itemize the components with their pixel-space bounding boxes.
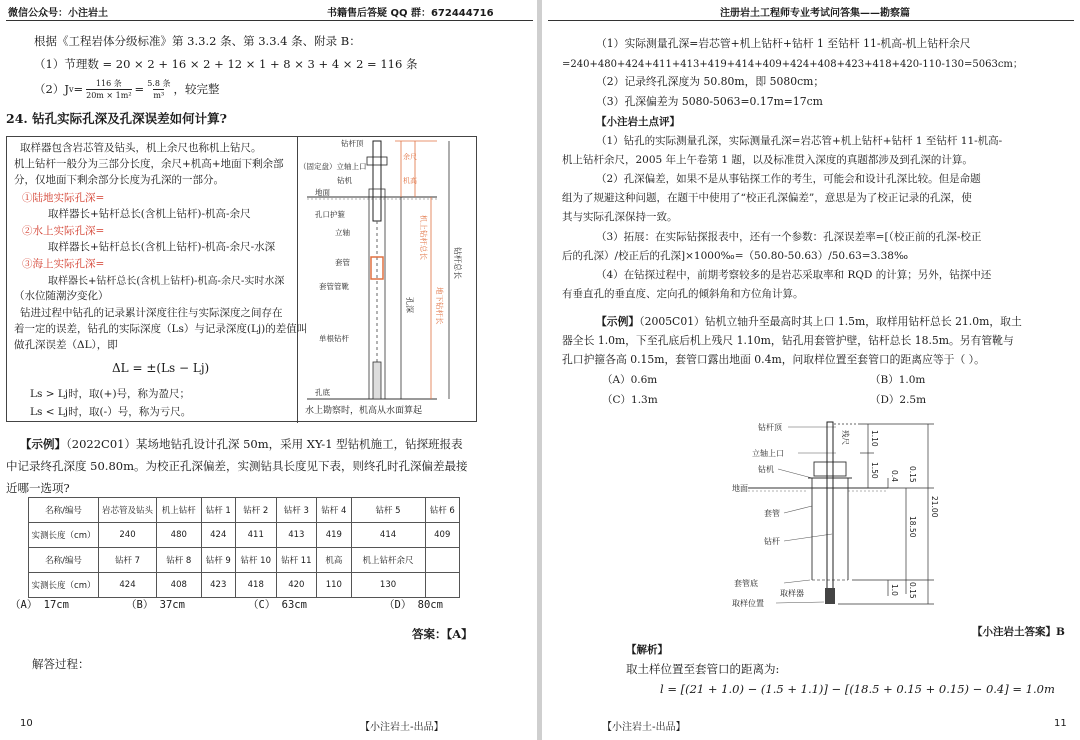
rd-leader-casing-bottom — [784, 580, 810, 583]
label-plate: （固定盘）立轴上口 — [299, 162, 367, 171]
example-drilling-diagram — [728, 416, 958, 618]
sampler — [373, 362, 381, 399]
text-remaining: 余尺 — [403, 153, 417, 161]
error-formula: ΔL = ±(Ls − Lj) — [112, 361, 210, 375]
sea-label: ③海上实际孔深= — [22, 258, 105, 270]
text-upper-rod: 机上钻杆总长 — [419, 215, 428, 260]
comment-1a: （1）钻孔的实际测量孔深，实际测量孔深=岩芯管+机上钻杆+钻杆 1 至钻杆 11-机高- — [596, 135, 1003, 147]
table-cell — [425, 573, 459, 598]
header-rule — [6, 20, 533, 21]
error-line-2: 着一定的误差，钻孔的实际深度（Ls）与记录深度(Lj)的差值叫 — [14, 323, 308, 335]
fraction-1-den: 20m × 1m² — [86, 91, 132, 100]
rd-rod-body — [827, 422, 833, 598]
comment-2b: 组为了规避这种问题，在题干中使用了“校正孔深偏差”，意思是为了校正记录的孔深，使 — [562, 192, 972, 204]
example-2005-text: （2005C01）钻机立轴升至最高时其上口 1.5m，取样用钻杆总长 21.0m，取土 — [639, 315, 1022, 328]
right-header: 注册岩土工程师专业考试问答集——勘察篇 — [720, 8, 910, 19]
rd-leader-casing — [784, 506, 812, 513]
left-header-right: 书籍售后答疑 QQ 群：672444716 — [327, 8, 494, 19]
rd-text-2100: 21.00 — [930, 496, 939, 518]
comment-4b: 有垂直孔的垂直度、定向孔的倾斜角和方位角计算。 — [562, 288, 804, 300]
land-label: ①陆地实际孔深= — [22, 192, 105, 204]
example-2005-line1 — [596, 314, 1022, 329]
step1-text: （1）节理数 = 20 × 2 + 16 × 2 + 12 × 1 + 8 × 3 + 4 × 2 = 116 条 — [34, 57, 418, 71]
table-row — [29, 523, 460, 548]
table-cell: 408 — [157, 573, 202, 598]
table-cell: 钻杆 6 — [425, 498, 459, 523]
example-2022-line3: 近哪一选项? — [6, 481, 70, 495]
table-cell — [425, 548, 459, 573]
water-label: ②水上实际孔深= — [22, 225, 105, 237]
land-formula: 取样器长+钻杆总长(含机上钻杆)-机高-余尺 — [48, 208, 251, 220]
comment-2c: 其与实际孔深保持一致。 — [562, 211, 678, 223]
right-page — [542, 0, 1080, 740]
table-cell: 钻杆 11 — [276, 548, 317, 573]
text-machine-height: 机高 — [403, 177, 417, 185]
table-cell: 130 — [351, 573, 425, 598]
table-cell: 实测长度（cm） — [29, 573, 99, 598]
table-cell: 钻杆 2 — [235, 498, 276, 523]
option-d: （D） 80cm — [384, 599, 443, 611]
table-cell: 钻杆 7 — [99, 548, 157, 573]
example-title: 【示例】 — [20, 437, 66, 451]
table-cell: 424 — [201, 523, 235, 548]
option-2005-d: （D）2.5m — [870, 394, 927, 406]
rd-sampler: 取样器 — [780, 589, 804, 598]
rd-casing: 套管 — [764, 509, 780, 518]
analysis-line-1: 取土样位置至套管口的距离为: — [626, 662, 780, 676]
table-cell: 机上钻杆余尺 — [351, 548, 425, 573]
label-shaft: 立轴 — [335, 228, 350, 237]
fraction-2-num: 5.8 条 — [147, 79, 171, 88]
table-cell: 钻杆 9 — [201, 548, 235, 573]
rd-text-10: 1.0 — [890, 584, 899, 596]
right-header-rule — [548, 20, 1074, 21]
box-line-1: 取样器包含岩芯管及钻头，机上余尺也称机上钻尺。 — [20, 142, 262, 154]
rd-text-015a: 0.15 — [908, 466, 917, 483]
table-cell: 423 — [201, 573, 235, 598]
label-casing-shoe: 套管管靴 — [319, 282, 349, 291]
label-single-core: 单根钻杆 — [319, 334, 349, 343]
example-2022-line2: 中记录终孔深度 50.80m。为校正孔深偏差，实测钻具长度见下表，则终孔时孔深偏差最接 — [6, 459, 468, 473]
upper-rod — [373, 141, 381, 221]
table-cell: 名称/编号 — [29, 498, 99, 523]
rd-sampler-body — [825, 588, 835, 604]
rd-leader-rod — [784, 534, 832, 541]
option-2005-a: （A）0.6m — [602, 374, 658, 386]
table-row — [29, 573, 460, 598]
table-cell: 409 — [425, 523, 459, 548]
water-formula: 取样器长+钻杆总长(含机上钻杆)-机高-余尺-水深 — [48, 241, 276, 253]
rd-rod-top: 钻杆顶 — [758, 423, 782, 432]
rd-text-04: 0.4 — [890, 470, 899, 482]
table-cell: 钻杆 3 — [276, 498, 317, 523]
intro-text: 根据《工程岩体分级标准》第 3.3.2 条、第 3.3.4 条、附录 B： — [34, 34, 361, 48]
answer-step-2: （2）记录终孔深度为 50.80m，即 5080cm； — [596, 75, 825, 88]
step2-prefix: （2）J — [34, 82, 69, 96]
error-line-3: 做孔深误差（ΔL），即 — [14, 339, 118, 351]
label-ground: 地面 — [315, 188, 330, 197]
table-cell: 岩芯管及钻头 — [99, 498, 157, 523]
text-depth: 孔深 — [405, 297, 414, 313]
step2-subscript: v — [68, 84, 74, 94]
example-2005-line2: 器全长 1.0m，下至孔底后机上残尺 1.10m，钻孔用套管护壁，钻杆总长 18.5m。另有管靴与 — [562, 334, 1014, 347]
answer-step-1b: =240+480+424+411+413+419+414+409+424+408+423+418+420-110-130=5063cm； — [562, 59, 1023, 70]
analysis-title: 【解析】 — [626, 644, 668, 656]
table-cell: 414 — [351, 523, 425, 548]
question-24-title: 24. 钻孔实际孔深及孔深误差如何计算? — [6, 111, 227, 126]
rd-text-110: 1.10 — [870, 430, 879, 447]
rd-machine: 钻机 — [758, 465, 774, 474]
table-cell: 机上钻杆 — [157, 498, 202, 523]
comment-3b: 后的孔深）/校正后的孔深]×1000‰=（50.80-50.63）/50.63=3.38‰ — [562, 250, 909, 262]
condition-2: Ls < Lj时，取(-）号，称为亏尺。 — [30, 406, 192, 418]
option-c: （C） 63cm — [248, 599, 307, 611]
table-cell: 钻杆 5 — [351, 498, 425, 523]
right-page-number: 11 — [1054, 718, 1067, 729]
comment-title: 【小注岩土点评】 — [596, 116, 680, 128]
rd-leader-sample — [776, 602, 824, 603]
table-cell: 钻杆 4 — [317, 498, 351, 523]
fraction-1 — [86, 78, 131, 100]
table-cell: 418 — [235, 573, 276, 598]
measurement-table — [28, 497, 460, 598]
table-cell: 419 — [317, 523, 351, 548]
table-cell: 钻杆 10 — [235, 548, 276, 573]
comment-4a: （4）在钻探过程中，前期考察较多的是岩芯采取率和 RQD 的计算；另外，钻探中还 — [596, 269, 992, 281]
example-2005-line3: 孔口护箍各高 0.15m，套管口露出地面 0.4m，问取样位置至套管口的距离应等于（ ）。 — [562, 353, 985, 366]
option-2005-b: （B）1.0m — [870, 374, 926, 386]
sea-formula: 取样器长+钻杆总长(含机上钻杆)-机高-余尺-实时水深 — [48, 276, 285, 287]
fraction-1-num: 116 条 — [95, 79, 122, 88]
table-cell: 钻杆 8 — [157, 548, 202, 573]
drilling-diagram — [297, 137, 477, 421]
table-cell: 钻杆 1 — [201, 498, 235, 523]
example-2022-line1 — [20, 436, 463, 452]
comment-3a: （3）拓展：在实际钻探报表中，还有一个参数：孔深误差率=[（校正前的孔深-校正 — [596, 231, 982, 243]
box-line-2: 机上钻杆一般分为三部分长度，余尺+机高+地面下剩余部 — [14, 158, 284, 170]
rd-text-015b: 0.15 — [908, 582, 917, 599]
table-cell: 实测长度（cm） — [29, 523, 99, 548]
label-machine: 钻机 — [337, 176, 352, 185]
error-line-1: 钻进过程中钻孔的记录累计深度往往与实际深度之间存在 — [20, 307, 283, 319]
left-page-number: 10 — [20, 718, 33, 729]
table-cell: 480 — [157, 523, 202, 548]
label-rod-top: 钻杆顶 — [341, 139, 364, 148]
table-cell: 411 — [235, 523, 276, 548]
answer-label: 答案：【A】 — [412, 627, 473, 641]
table-cell: 413 — [276, 523, 317, 548]
sea-note: （水位随潮汐变化） — [14, 290, 109, 302]
rd-casing-bottom: 套管底 — [734, 579, 758, 588]
table-row — [29, 498, 460, 523]
answer-2005: 【小注岩土答案】B — [972, 626, 1065, 638]
table-cell: 240 — [99, 523, 157, 548]
table-cell: 名称/编号 — [29, 548, 99, 573]
fraction-2-den: m³ — [153, 91, 165, 100]
table-cell: 110 — [317, 573, 351, 598]
example-text-1: （2022C01）某场地钻孔设计孔深 50m，采用 XY-1 型钻机施工，钻探班报表 — [66, 437, 463, 451]
rd-sample-pos: 取样位置 — [732, 599, 764, 608]
analysis-formula: l = [(21 + 1.0) − (1.5 + 1.1)] − [(18.5 + 0.15 + 0.15) − 0.4] = 1.0m — [660, 682, 1055, 696]
fraction-2 — [147, 78, 170, 100]
text-ground-rod: 地下钻杆长 — [435, 287, 444, 325]
rd-text-150: 1.50 — [870, 462, 879, 479]
rd-residual: 残尺 — [841, 430, 850, 445]
rd-machine-block — [814, 462, 846, 476]
right-footer: 【小注岩土-出品】 — [602, 722, 686, 733]
table-cell: 机高 — [317, 548, 351, 573]
text-rod-total: 钻杆总长 — [453, 247, 462, 279]
option-2005-c: （C）1.3m — [602, 394, 658, 406]
answer-step-3: （3）孔深偏差为 5080-5063=0.17m=17cm — [596, 95, 823, 108]
rd-leader-machine — [778, 469, 812, 478]
process-label: 解答过程： — [32, 657, 90, 671]
example-2005-title: 【示例】 — [596, 315, 640, 328]
condition-1: Ls > Lj时，取(+)号，称为盈尺； — [30, 388, 191, 400]
label-bottom: 孔底 — [315, 388, 330, 397]
diagram-caption: 水上勘察时，机高从水面算起 — [305, 406, 423, 416]
plate-block — [367, 157, 387, 165]
left-header-left: 微信公众号：小注岩土 — [8, 8, 108, 19]
rd-rod: 钻杆 — [764, 537, 780, 546]
step2-post: ，较完整 — [173, 82, 220, 96]
comment-2a: （2）孔深偏差，如果不是从事钻探工作的考生，可能会和设计孔深比较。但是命题 — [596, 173, 981, 185]
label-guard: 孔口护箍 — [315, 210, 345, 219]
option-b: （B） 37cm — [126, 599, 185, 611]
table-row — [29, 548, 460, 573]
rd-ground: 地面 — [732, 484, 748, 493]
left-page — [0, 0, 537, 740]
rd-shaft-top: 立轴上口 — [752, 449, 784, 458]
table-cell: 420 — [276, 573, 317, 598]
step2-equals: = — [73, 82, 84, 96]
table-cell: 424 — [99, 573, 157, 598]
rd-text-1850: 18.50 — [908, 516, 917, 538]
left-footer: 【小注岩土-出品】 — [360, 722, 444, 733]
box-line-3: 分，仅地面下剩余部分长度为孔深的一部分。 — [14, 174, 224, 186]
comment-1b: 机上钻杆余尺，2005 年上午卷第 1 题，以及标准贯入深度的真题都涉及到孔深的计算。 — [562, 154, 973, 166]
step2-formula: （2）J v = 116 条 20m × 1m² = 5.8 条 m³ ，较完整 — [34, 79, 220, 100]
option-a: （A） 17cm — [10, 599, 69, 611]
answer-step-1: （1）实际测量孔深=岩芯管+机上钻杆+钻杆 1 至钻杆 11-机高-机上钻杆余尺 — [596, 37, 971, 50]
label-casing: 套管 — [335, 258, 350, 267]
